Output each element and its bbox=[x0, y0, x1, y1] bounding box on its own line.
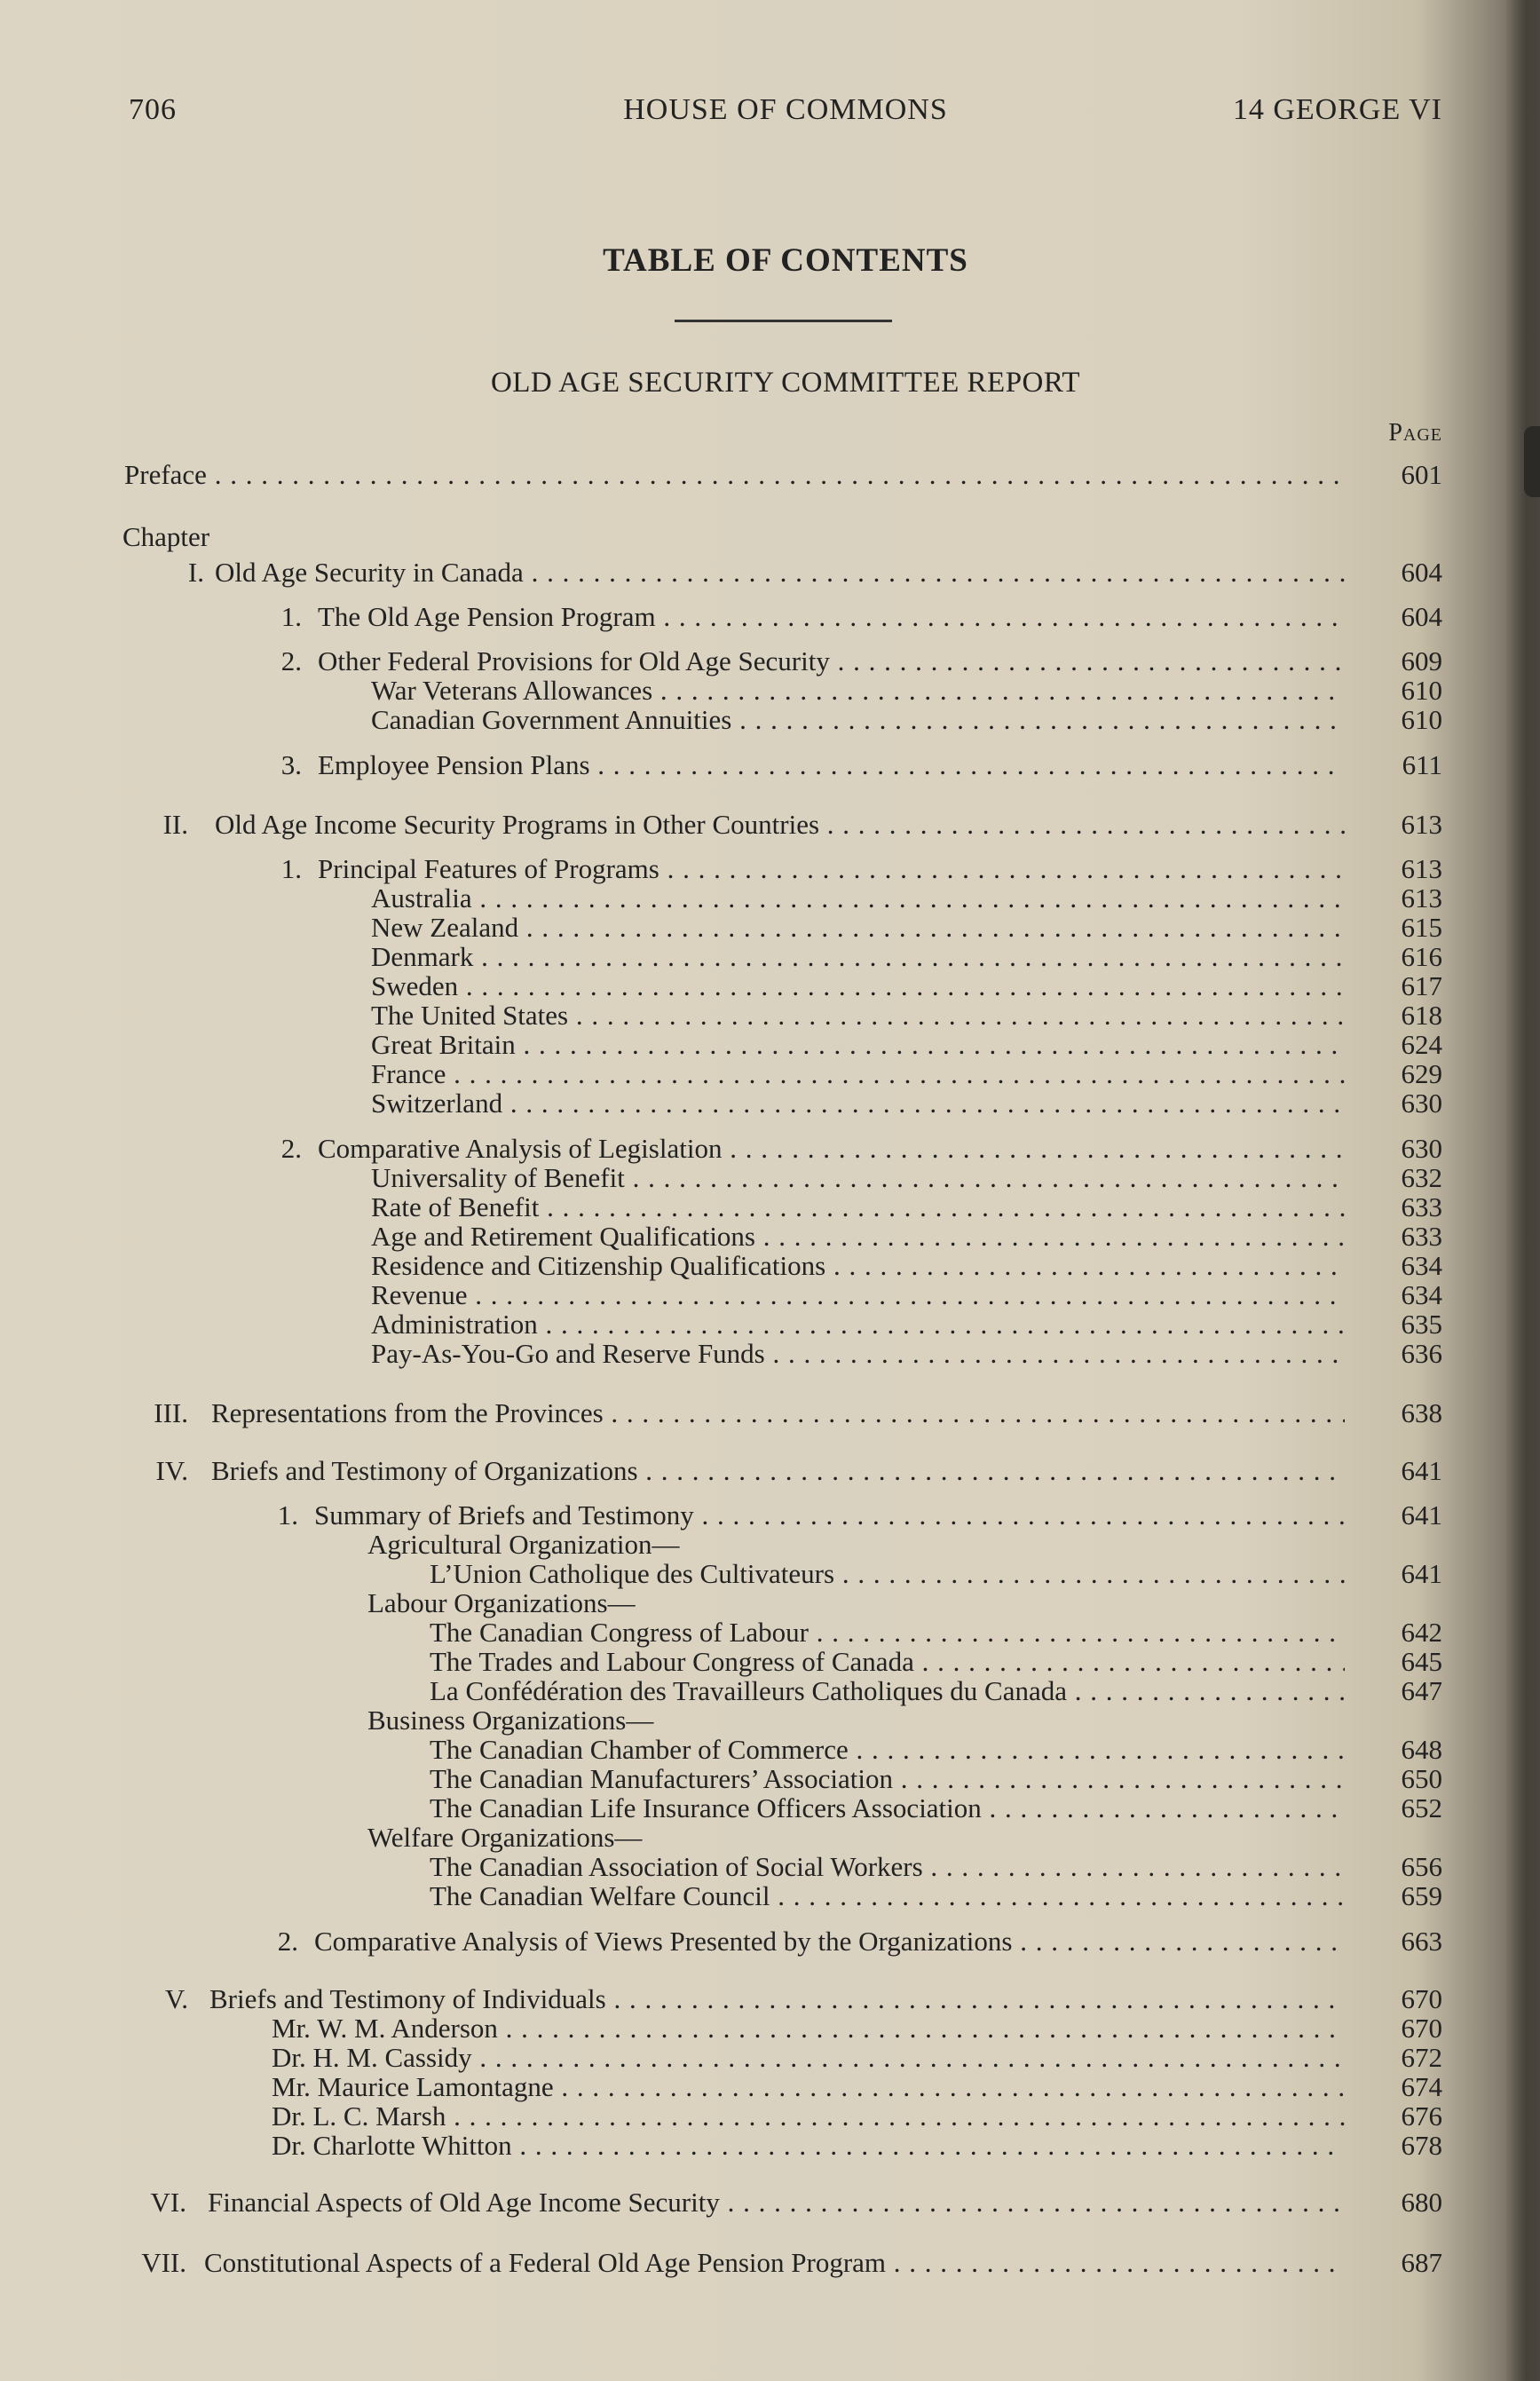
toc-entry-page: 629 bbox=[1401, 1058, 1442, 1089]
toc-entry bbox=[0, 1926, 1442, 1957]
toc-entry-page: 647 bbox=[1401, 1675, 1442, 1706]
toc-entry-page: 645 bbox=[1401, 1646, 1442, 1677]
toc-entry-preface bbox=[124, 460, 1442, 490]
toc-entry bbox=[0, 1456, 1442, 1486]
toc-entry bbox=[0, 810, 1442, 840]
toc-entry-number: V. bbox=[164, 1983, 188, 2014]
toc-entry-label: Employee Pension Plans . . . bbox=[318, 750, 1345, 780]
toc-entry-page: 670 bbox=[1401, 2013, 1442, 2044]
toc-entry-number: 2. bbox=[280, 645, 302, 676]
page-title: TABLE OF CONTENTS bbox=[603, 242, 968, 279]
toc-entry-label: Dr. H. M. Cassidy . . . bbox=[272, 2043, 1345, 2073]
toc-entry-label: The Canadian Manufacturers’ Association . . . bbox=[430, 1764, 1345, 1794]
toc-entry-page: 604 bbox=[1401, 557, 1442, 588]
toc-entry bbox=[0, 1647, 1442, 1677]
toc-entry-page: 610 bbox=[1401, 675, 1442, 706]
toc-entry-label: Representations from the Provinces . . . bbox=[211, 1398, 1345, 1428]
toc-entry-label: Australia . . . bbox=[371, 883, 1345, 914]
regnal-year: 14 GEORGE VI bbox=[1232, 93, 1442, 126]
toc-entry-page: 641 bbox=[1401, 1455, 1442, 1486]
toc-entry-label: Labour Organizations— bbox=[367, 1587, 636, 1618]
toc-entry-label: Agricultural Organization— bbox=[367, 1529, 680, 1560]
toc-entry-number: 1. bbox=[277, 1499, 298, 1531]
toc-entry-page: 632 bbox=[1401, 1162, 1442, 1193]
toc-entry-page: 663 bbox=[1401, 1926, 1442, 1957]
toc-entry-label: Comparative Analysis of Views Presented by the Organizations . . . bbox=[314, 1926, 1345, 1957]
toc-entry bbox=[0, 1059, 1442, 1089]
toc-entry-label: Administration . . . bbox=[371, 1309, 1345, 1340]
toc-entry-number: 3. bbox=[280, 749, 302, 780]
toc-entry-label: Comparative Analysis of Legislation . . . bbox=[318, 1134, 1345, 1164]
toc-entry-page: 635 bbox=[1401, 1309, 1442, 1340]
report-subtitle: OLD AGE SECURITY COMMITTEE REPORT bbox=[490, 367, 1081, 399]
toc-entry-page: 624 bbox=[1401, 1029, 1442, 1060]
toc-entry-label: The Canadian Association of Social Workers . . . bbox=[430, 1852, 1345, 1882]
toc-entry bbox=[0, 1823, 1442, 1853]
toc-entry bbox=[0, 1030, 1442, 1060]
toc-entry-page: 659 bbox=[1401, 1880, 1442, 1911]
toc-entry-label: Welfare Organizations— bbox=[367, 1822, 643, 1853]
page-column-heading: Page bbox=[1388, 419, 1442, 447]
toc-entry bbox=[0, 2072, 1442, 2102]
toc-entry bbox=[0, 1222, 1442, 1252]
toc-entry-page: 678 bbox=[1401, 2130, 1442, 2161]
toc-entry-label: France . . . bbox=[371, 1059, 1345, 1089]
toc-entry-label: Financial Aspects of Old Age Income Security . . . bbox=[208, 2187, 1345, 2218]
toc-entry bbox=[0, 2187, 1442, 2218]
toc-entry-page: 670 bbox=[1401, 1983, 1442, 2014]
toc-entry-number: 2. bbox=[277, 1926, 298, 1957]
toc-entry bbox=[0, 1001, 1442, 1031]
toc-entry-label: Briefs and Testimony of Organizations . . . bbox=[211, 1456, 1345, 1486]
toc-entry bbox=[0, 1530, 1442, 1560]
toc-entry-page: 636 bbox=[1401, 1338, 1442, 1369]
toc-entry-label: Briefs and Testimony of Individuals . . . bbox=[209, 1984, 1345, 2014]
toc-entry-page: 611 bbox=[1402, 749, 1442, 780]
toc-entry-label: La Confédération des Travailleurs Catholiques du Canada . . . bbox=[430, 1676, 1345, 1706]
toc-entry-label: The Canadian Life Insurance Officers Association . . . bbox=[430, 1793, 1345, 1823]
toc-entry-label: Revenue . . . bbox=[371, 1280, 1345, 1310]
toc-entry bbox=[0, 1398, 1442, 1428]
toc-entry bbox=[0, 1881, 1442, 1911]
toc-entry-page: 617 bbox=[1401, 970, 1442, 1001]
toc-entry-label: L’Union Catholique des Cultivateurs . . . bbox=[430, 1559, 1345, 1589]
toc-entry bbox=[0, 646, 1442, 676]
toc-entry-label: Dr. L. C. Marsh . . . bbox=[272, 2101, 1345, 2132]
toc-entry-page: 601 bbox=[1401, 459, 1442, 490]
toc-entry-label: Mr. W. M. Anderson . . . bbox=[272, 2013, 1345, 2044]
toc-entry bbox=[0, 2101, 1442, 2132]
toc-entry-label: Constitutional Aspects of a Federal Old Age Pension Program . . . bbox=[204, 2248, 1345, 2278]
toc-entry-label: Great Britain . . . bbox=[371, 1030, 1345, 1060]
toc-entry-page: 633 bbox=[1401, 1191, 1442, 1222]
toc-entry-label: Canadian Government Annuities . . . bbox=[371, 705, 1345, 735]
toc-entry bbox=[0, 1764, 1442, 1794]
toc-entry bbox=[0, 1309, 1442, 1340]
toc-entry-label: Mr. Maurice Lamontagne . . . bbox=[272, 2072, 1345, 2102]
toc-entry-label: The Old Age Pension Program . . . bbox=[318, 602, 1345, 632]
toc-entry-page: 674 bbox=[1401, 2071, 1442, 2102]
toc-entry-label: War Veterans Allowances . . . bbox=[371, 676, 1345, 706]
toc-entry bbox=[0, 2043, 1442, 2073]
toc-entry bbox=[0, 883, 1442, 914]
toc-entry bbox=[0, 854, 1442, 884]
toc-entry-label: Dr. Charlotte Whitton . . . bbox=[272, 2131, 1345, 2161]
toc-entry bbox=[0, 1676, 1442, 1706]
toc-entry-page: 613 bbox=[1401, 882, 1442, 914]
toc-entry-page: 676 bbox=[1401, 2100, 1442, 2132]
toc-entry-label: New Zealand . . . bbox=[371, 913, 1345, 943]
toc-entry-number: VI. bbox=[150, 2187, 186, 2218]
toc-entry-label: The Canadian Congress of Labour . . . bbox=[430, 1618, 1345, 1648]
toc-entry-label: Switzerland . . . bbox=[371, 1088, 1345, 1119]
toc-entry-number: III. bbox=[154, 1397, 188, 1428]
toc-entry bbox=[0, 2013, 1442, 2044]
toc-entry bbox=[0, 1618, 1442, 1648]
toc-entry-number: I. bbox=[187, 557, 204, 588]
toc-entry-page: 630 bbox=[1401, 1133, 1442, 1164]
toc-entry-number: 2. bbox=[280, 1133, 302, 1164]
toc-entry-label: Business Organizations— bbox=[367, 1705, 654, 1736]
toc-entry bbox=[0, 1984, 1442, 2014]
toc-entry bbox=[0, 2131, 1442, 2161]
toc-entry-page: 642 bbox=[1401, 1617, 1442, 1648]
toc-entry-page: 633 bbox=[1401, 1221, 1442, 1252]
toc-entry-label: Residence and Citizenship Qualifications . . . bbox=[371, 1251, 1345, 1281]
toc-entry-label: Old Age Security in Canada . . . bbox=[215, 558, 1345, 588]
toc-entry bbox=[0, 602, 1442, 632]
toc-entry-number: 1. bbox=[280, 601, 302, 632]
toc-entry bbox=[0, 558, 1442, 588]
toc-entry-page: 630 bbox=[1401, 1088, 1442, 1119]
toc-entry bbox=[0, 705, 1442, 735]
toc-entry bbox=[0, 750, 1442, 780]
toc-entry bbox=[0, 1251, 1442, 1281]
toc-entry-number: IV. bbox=[155, 1455, 188, 1486]
toc-entry-label: Preface . . . bbox=[124, 460, 1345, 490]
toc-entry-page: 604 bbox=[1401, 601, 1442, 632]
toc-entry-page: 609 bbox=[1401, 645, 1442, 676]
title-rule bbox=[675, 320, 892, 322]
toc-entry-page: 616 bbox=[1401, 941, 1442, 972]
toc-entry bbox=[0, 1559, 1442, 1589]
toc-entry-page: 615 bbox=[1401, 912, 1442, 943]
toc-entry-label: Universality of Benefit . . . bbox=[371, 1163, 1345, 1193]
toc-entry bbox=[0, 1588, 1442, 1618]
toc-entry bbox=[0, 1192, 1442, 1222]
toc-entry-label: Old Age Income Security Programs in Other Countries . . . bbox=[215, 810, 1345, 840]
toc-entry-number: 1. bbox=[280, 853, 302, 884]
toc-entry-page: 610 bbox=[1401, 704, 1442, 735]
toc-entry-page: 641 bbox=[1401, 1499, 1442, 1531]
toc-entry bbox=[0, 1163, 1442, 1193]
toc-entry-label: Principal Features of Programs . . . bbox=[318, 854, 1345, 884]
toc-entry bbox=[0, 1852, 1442, 1882]
toc-entry-page: 613 bbox=[1401, 853, 1442, 884]
toc-entry-page: 687 bbox=[1401, 2247, 1442, 2278]
toc-entry-label: The Canadian Chamber of Commerce . . . bbox=[430, 1735, 1345, 1765]
toc-entry-page: 634 bbox=[1401, 1279, 1442, 1310]
toc-entry-label: The United States . . . bbox=[371, 1001, 1345, 1031]
toc-entry-number: VII. bbox=[141, 2247, 186, 2278]
toc-entry bbox=[0, 1735, 1442, 1765]
toc-entry-label: Age and Retirement Qualifications . . . bbox=[371, 1222, 1345, 1252]
toc-entry-label: Rate of Benefit . . . bbox=[371, 1192, 1345, 1222]
toc-entry-page: 680 bbox=[1401, 2187, 1442, 2218]
toc-entry bbox=[0, 971, 1442, 1001]
toc-entry-label: The Canadian Welfare Council . . . bbox=[430, 1881, 1345, 1911]
toc-entry bbox=[0, 1705, 1442, 1736]
toc-entry bbox=[0, 913, 1442, 943]
toc-entry bbox=[0, 1500, 1442, 1531]
toc-entry-number: II. bbox=[162, 809, 188, 840]
toc-entry bbox=[0, 1088, 1442, 1119]
toc-entry bbox=[0, 1793, 1442, 1823]
toc-entry-page: 634 bbox=[1401, 1250, 1442, 1281]
toc-entry-page: 638 bbox=[1401, 1397, 1442, 1428]
page-number: 706 bbox=[129, 93, 177, 126]
toc-entry-label: Sweden . . . bbox=[371, 971, 1345, 1001]
toc-entry-page: 618 bbox=[1401, 1000, 1442, 1031]
toc-entry-label: Pay-As-You-Go and Reserve Funds . . . bbox=[371, 1339, 1345, 1369]
page-gutter-shadow bbox=[1504, 0, 1540, 2381]
toc-entry-label: Summary of Briefs and Testimony . . . bbox=[314, 1500, 1345, 1531]
running-title: HOUSE OF COMMONS bbox=[623, 93, 948, 126]
toc-entry-page: 672 bbox=[1401, 2042, 1442, 2073]
toc-entry bbox=[0, 676, 1442, 706]
toc-entry-page: 648 bbox=[1401, 1734, 1442, 1765]
toc-entry-label: Other Federal Provisions for Old Age Security . . . bbox=[318, 646, 1345, 676]
toc-entry-page: 656 bbox=[1401, 1851, 1442, 1882]
chapter-heading: Chapter bbox=[122, 521, 210, 552]
toc-entry bbox=[0, 1339, 1442, 1369]
toc-entry-page: 652 bbox=[1401, 1792, 1442, 1823]
toc-entry-page: 641 bbox=[1401, 1558, 1442, 1589]
toc-entry bbox=[0, 942, 1442, 972]
toc-entry-label: The Trades and Labour Congress of Canada . . . bbox=[430, 1647, 1345, 1677]
toc-entry-page: 650 bbox=[1401, 1763, 1442, 1794]
toc-entry-label: Denmark . . . bbox=[371, 942, 1345, 972]
toc-entry bbox=[0, 2248, 1442, 2278]
toc-entry-page: 613 bbox=[1401, 809, 1442, 840]
toc-entry bbox=[0, 1134, 1442, 1164]
binding-tab bbox=[1524, 426, 1540, 497]
toc-entry bbox=[0, 1280, 1442, 1310]
